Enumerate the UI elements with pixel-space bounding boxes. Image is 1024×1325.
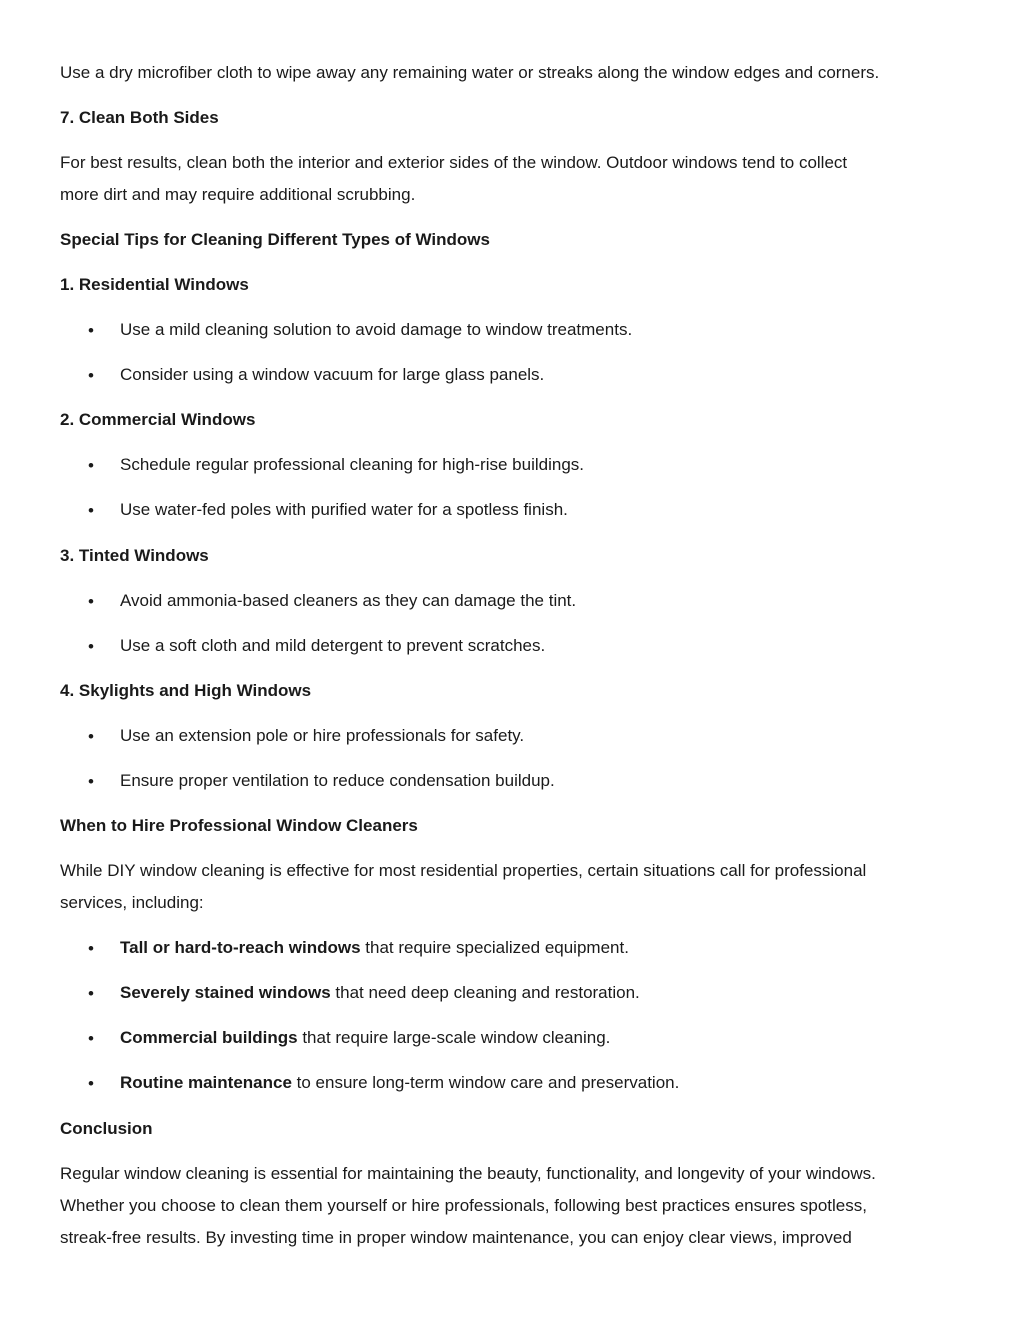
- paragraph-both-sides-line-1: For best results, clean both the interior and exterior sides of the window. Outdoor windows tend to collect: [60, 153, 848, 172]
- list-item-text: that require large-scale window cleaning.: [297, 1028, 611, 1047]
- list-item: [120, 983, 640, 1003]
- heading-clean-both-sides: 7. Clean Both Sides: [60, 108, 219, 127]
- list-item-text: to ensure long-term window care and preservation.: [291, 1073, 680, 1092]
- bullet-marker: [88, 732, 98, 742]
- heading-special-tips: Special Tips for Cleaning Different Types of Windows: [60, 230, 490, 249]
- list-item: Use a mild cleaning solution to avoid damage to window treatments.: [120, 320, 633, 339]
- paragraph-conclusion-line-3: streak-free results. By investing time in proper window maintenance, you can enjoy clear views, improved: [60, 1228, 852, 1247]
- heading-conclusion: Conclusion: [60, 1119, 153, 1138]
- list-item: Consider using a window vacuum for large glass panels.: [120, 365, 545, 384]
- list-item-bold: Severely stained windows: [120, 983, 331, 1002]
- paragraph-conclusion-line-1: Regular window cleaning is essential for maintaining the beauty, functionality, and longevity of your windows.: [60, 1164, 876, 1183]
- list-item-bold: Commercial buildings: [120, 1028, 298, 1047]
- list-item: [120, 1073, 679, 1093]
- bullet-marker: [88, 506, 98, 516]
- bullet-marker: [88, 989, 98, 999]
- paragraph-edges: Use a dry microfiber cloth to wipe away any remaining water or streaks along the window edges and corners.: [60, 63, 880, 82]
- paragraph-conclusion-line-2: Whether you choose to clean them yourself or hire professionals, following best practices ensures spotless,: [60, 1196, 867, 1215]
- paragraph-diy-line-1: While DIY window cleaning is effective for most residential properties, certain situations call for professional: [60, 861, 867, 880]
- list-item: Avoid ammonia-based cleaners as they can damage the tint.: [120, 591, 577, 610]
- list-item: Use an extension pole or hire professionals for safety.: [120, 726, 525, 745]
- heading-tinted-windows: 3. Tinted Windows: [60, 546, 209, 565]
- heading-residential-windows: 1. Residential Windows: [60, 275, 249, 294]
- bullet-marker: [88, 1079, 98, 1089]
- list-item: Use a soft cloth and mild detergent to prevent scratches.: [120, 636, 546, 655]
- list-item-text: that need deep cleaning and restoration.: [330, 983, 640, 1002]
- list-item: Use water-fed poles with purified water for a spotless finish.: [120, 500, 568, 519]
- heading-skylights: 4. Skylights and High Windows: [60, 681, 312, 700]
- heading-when-to-hire: When to Hire Professional Window Cleaners: [60, 816, 418, 835]
- bullet-marker: [88, 1034, 98, 1044]
- bullet-marker: [88, 642, 98, 652]
- list-item: Schedule regular professional cleaning for high-rise buildings.: [120, 455, 584, 474]
- list-item-text: that require specialized equipment.: [360, 938, 629, 957]
- heading-commercial-windows: 2. Commercial Windows: [60, 410, 256, 429]
- bullet-marker: [88, 777, 98, 787]
- list-item-bold: Tall or hard-to-reach windows: [120, 938, 361, 957]
- list-item-bold: Routine maintenance: [120, 1073, 292, 1092]
- list-item: [120, 1028, 610, 1048]
- bullet-marker: [88, 597, 98, 607]
- list-item: Ensure proper ventilation to reduce condensation buildup.: [120, 771, 555, 790]
- bullet-marker: [88, 326, 98, 336]
- list-item: [120, 938, 629, 958]
- paragraph-diy-line-2: services, including:: [60, 893, 204, 912]
- bullet-marker: [88, 461, 98, 471]
- bullet-marker: [88, 944, 98, 954]
- bullet-marker: [88, 371, 98, 381]
- paragraph-both-sides-line-2: more dirt and may require additional scrubbing.: [60, 185, 416, 204]
